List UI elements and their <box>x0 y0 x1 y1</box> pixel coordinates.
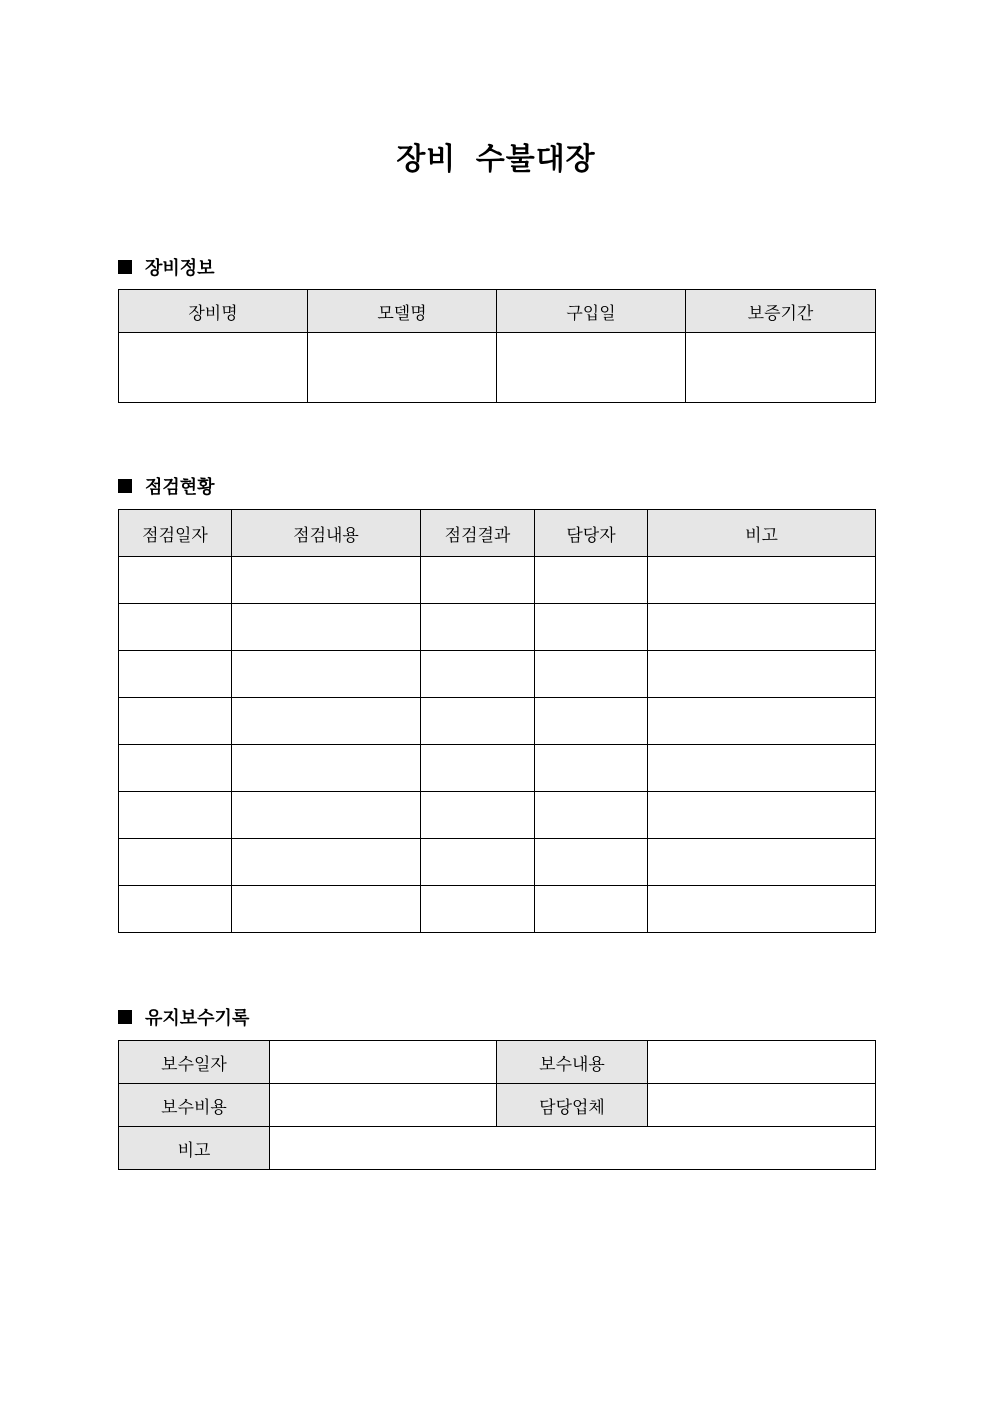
label-vendor: 담당업체 <box>497 1084 648 1127</box>
header-cell-inspection-result: 점검결과 <box>421 510 535 557</box>
model-name-field[interactable] <box>308 333 497 403</box>
label-repair-content: 보수내용 <box>497 1041 648 1084</box>
square-bullet-icon <box>118 1010 132 1024</box>
table-cell[interactable] <box>421 604 535 651</box>
table-header-row <box>119 510 876 557</box>
table-cell[interactable] <box>119 745 232 792</box>
table-cell[interactable] <box>119 651 232 698</box>
label-remarks: 비고 <box>119 1127 270 1170</box>
table-cell[interactable] <box>232 557 421 604</box>
remarks-field[interactable] <box>270 1127 876 1170</box>
table-row <box>119 792 876 839</box>
vendor-field[interactable] <box>648 1084 876 1127</box>
table-cell[interactable] <box>535 557 648 604</box>
table-row <box>119 1127 876 1170</box>
warranty-period-field[interactable] <box>686 333 876 403</box>
table-cell[interactable] <box>648 886 876 933</box>
header-cell-remarks: 비고 <box>648 510 876 557</box>
table-cell[interactable] <box>535 698 648 745</box>
table-cell[interactable] <box>648 792 876 839</box>
equipment-name-field[interactable] <box>119 333 308 403</box>
table-header-row <box>119 290 876 333</box>
table-cell[interactable] <box>421 839 535 886</box>
table-cell[interactable] <box>232 745 421 792</box>
label-repair-date: 보수일자 <box>119 1041 270 1084</box>
table-cell[interactable] <box>535 792 648 839</box>
section-heading-label: 장비정보 <box>145 258 215 279</box>
section-equipment-info <box>118 254 215 280</box>
repair-date-field[interactable] <box>270 1041 497 1084</box>
table-row <box>119 604 876 651</box>
purchase-date-field[interactable] <box>497 333 686 403</box>
table-cell[interactable] <box>421 792 535 839</box>
table-cell[interactable] <box>119 604 232 651</box>
table-cell[interactable] <box>421 886 535 933</box>
table-cell[interactable] <box>421 698 535 745</box>
header-cell-warranty-period: 보증기간 <box>686 290 876 333</box>
table-row <box>119 1084 876 1127</box>
table-cell[interactable] <box>119 698 232 745</box>
table-cell[interactable] <box>648 839 876 886</box>
table-cell[interactable] <box>232 698 421 745</box>
section-inspection-status <box>118 473 215 499</box>
table-cell[interactable] <box>421 745 535 792</box>
table-cell[interactable] <box>119 557 232 604</box>
document-title: 장비 수불대장 <box>396 142 596 177</box>
table-row <box>119 557 876 604</box>
table-cell[interactable] <box>535 886 648 933</box>
header-cell-equipment-name: 장비명 <box>119 290 308 333</box>
equipment-info-table <box>118 289 876 403</box>
header-cell-model-name: 모델명 <box>308 290 497 333</box>
table-cell[interactable] <box>232 839 421 886</box>
table-cell[interactable] <box>648 651 876 698</box>
table-cell[interactable] <box>648 604 876 651</box>
section-maintenance-record <box>118 1004 249 1030</box>
table-cell[interactable] <box>535 651 648 698</box>
table-cell[interactable] <box>535 839 648 886</box>
header-cell-purchase-date: 구입일 <box>497 290 686 333</box>
square-bullet-icon <box>118 260 132 274</box>
square-bullet-icon <box>118 479 132 493</box>
table-row <box>119 1041 876 1084</box>
table-cell[interactable] <box>648 698 876 745</box>
table-cell[interactable] <box>232 604 421 651</box>
table-cell[interactable] <box>119 792 232 839</box>
table-row <box>119 651 876 698</box>
table-cell[interactable] <box>119 886 232 933</box>
table-cell[interactable] <box>648 745 876 792</box>
section-heading-label: 점검현황 <box>145 477 215 498</box>
table-cell[interactable] <box>421 557 535 604</box>
table-cell[interactable] <box>648 557 876 604</box>
table-cell[interactable] <box>232 886 421 933</box>
repair-content-field[interactable] <box>648 1041 876 1084</box>
header-cell-inspection-date: 점검일자 <box>119 510 232 557</box>
table-cell[interactable] <box>421 651 535 698</box>
table-row <box>119 698 876 745</box>
maintenance-table <box>118 1040 876 1170</box>
table-cell[interactable] <box>535 745 648 792</box>
header-cell-person-in-charge: 담당자 <box>535 510 648 557</box>
table-row <box>119 886 876 933</box>
table-row <box>119 333 876 403</box>
repair-cost-field[interactable] <box>270 1084 497 1127</box>
table-cell[interactable] <box>535 604 648 651</box>
table-row <box>119 745 876 792</box>
section-heading-label: 유지보수기록 <box>145 1008 250 1029</box>
table-cell[interactable] <box>119 839 232 886</box>
header-cell-inspection-content: 점검내용 <box>232 510 421 557</box>
inspection-table <box>118 509 876 933</box>
table-cell[interactable] <box>232 792 421 839</box>
label-repair-cost: 보수비용 <box>119 1084 270 1127</box>
table-cell[interactable] <box>232 651 421 698</box>
table-row <box>119 839 876 886</box>
